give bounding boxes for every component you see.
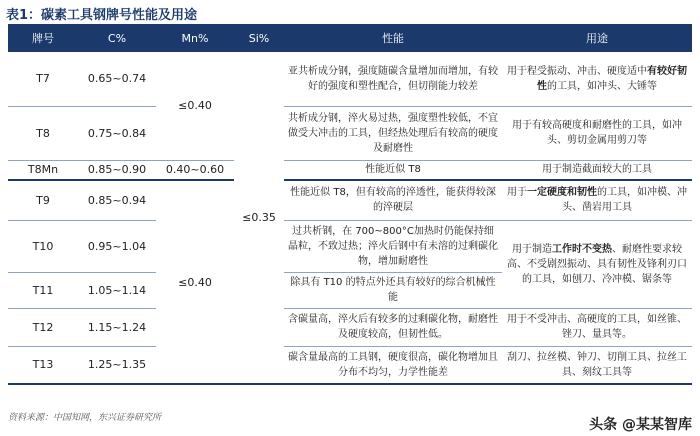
c-cell: 0.95~1.04 bbox=[78, 220, 156, 272]
grade-cell: T8Mn bbox=[8, 160, 78, 180]
grade-cell: T9 bbox=[8, 180, 78, 220]
usage-cell: 刮刀、拉丝模、钟刀、切削工具、拉丝工具、刻纹工具等 bbox=[502, 346, 692, 384]
property-cell: 除具有 T10 的特点外还具有较好的综合机械性能 bbox=[284, 272, 502, 308]
header-si: Si% bbox=[234, 24, 284, 52]
steel-grade-table bbox=[8, 24, 692, 385]
property-cell: 含碳量高，淬火后有较多的过剩碳化物，耐磨性及硬度较高，但韧性低。 bbox=[284, 308, 502, 346]
header-usage: 用途 bbox=[502, 24, 692, 52]
usage-cell: 用于制造截面较大的工具 bbox=[502, 160, 692, 180]
table-title: 表1：碳素工具钢牌号性能及用途 bbox=[6, 8, 198, 23]
property-cell: 过共析钢，在 700~800°C加热时仍能保持细晶粒，不致过热；淬火后钢中有未溶的过剩碳化物，增加耐磨性 bbox=[284, 220, 502, 272]
si-cell: ≤0.35 bbox=[234, 52, 284, 384]
header-grade: 牌号 bbox=[8, 24, 78, 52]
grade-cell: T8 bbox=[8, 106, 78, 160]
table-row bbox=[8, 180, 692, 220]
table-row bbox=[8, 160, 692, 180]
mn-cell: 0.40~0.60 bbox=[156, 160, 234, 180]
usage-cell: 用于一定硬度和韧性的工具，如冲模、冲头、凿岩用工具 bbox=[502, 180, 692, 220]
property-cell: 共析成分钢，淬火易过热，强度塑性较低，不宜做受大冲击的工具，但经热处理后有较高的硬度及耐磨性 bbox=[284, 106, 502, 160]
usage-cell: 用于程受振动、冲击、硬度适中有较好韧性的工具，如冲头、大锤等 bbox=[502, 52, 692, 106]
property-cell: 性能近似 T8，但有较高的淬透性，能获得较深的淬硬层 bbox=[284, 180, 502, 220]
grade-cell: T13 bbox=[8, 346, 78, 384]
c-cell: 0.85~0.90 bbox=[78, 160, 156, 180]
c-cell: 0.65~0.74 bbox=[78, 52, 156, 106]
header-property: 性能 bbox=[284, 24, 502, 52]
c-cell: 1.05~1.14 bbox=[78, 272, 156, 308]
property-cell: 性能近似 T8 bbox=[284, 160, 502, 180]
property-cell: 亚共析成分钢，强度随碳含量增加而增加，有较好的强度和塑性配合，但切削能力较差 bbox=[284, 52, 502, 106]
grade-cell: T11 bbox=[8, 272, 78, 308]
table-header-row bbox=[8, 24, 692, 52]
usage-cell: 用于不受冲击、高硬度的工具，如丝锥、锉刀、量具等。 bbox=[502, 308, 692, 346]
c-cell: 1.25~1.35 bbox=[78, 346, 156, 384]
c-cell: 1.15~1.24 bbox=[78, 308, 156, 346]
table-row bbox=[8, 308, 692, 346]
table-row bbox=[8, 106, 692, 160]
c-cell: 0.85~0.94 bbox=[78, 180, 156, 220]
table-row bbox=[8, 220, 692, 272]
header-mn: Mn% bbox=[156, 24, 234, 52]
header-c: C% bbox=[78, 24, 156, 52]
mn-cell-group1: ≤0.40 bbox=[156, 52, 234, 160]
property-cell: 碳含量最高的工具钢，硬度很高，碳化物增加且分布不均匀，力学性能差 bbox=[284, 346, 502, 384]
table-row bbox=[8, 52, 692, 106]
usage-cell: 用于制造工作时不变热、耐磨性要求较高、不受剧烈振动、具有韧性及锋利刃口的工具，如刨刀、冷冲模、锯条等 bbox=[502, 220, 692, 308]
source-note: 资料来源：中国知网，东兴证券研究所 bbox=[8, 413, 162, 423]
c-cell: 0.75~0.84 bbox=[78, 106, 156, 160]
mn-cell-group2: ≤0.40 bbox=[156, 180, 234, 384]
watermark-text: 头条 @某某智库 bbox=[589, 417, 692, 433]
grade-cell: T7 bbox=[8, 52, 78, 106]
grade-cell: T10 bbox=[8, 220, 78, 272]
grade-cell: T12 bbox=[8, 308, 78, 346]
usage-cell: 用于有较高硬度和耐磨性的工具，如冲头、剪切金属用剪刀等 bbox=[502, 106, 692, 160]
table-row bbox=[8, 346, 692, 384]
